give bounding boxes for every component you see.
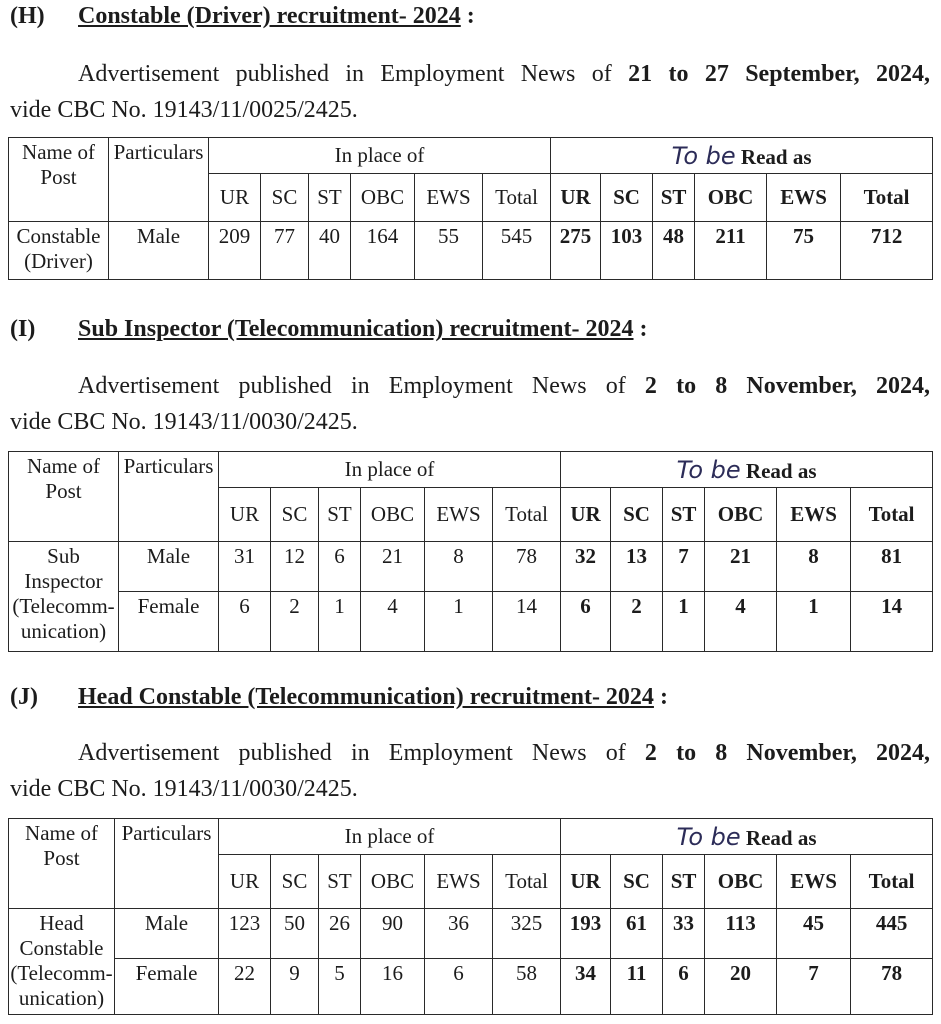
col-sc: SC (611, 855, 663, 909)
section-i-paragraph (10, 368, 930, 440)
read-as-label: Read as (745, 458, 817, 483)
table-row (9, 542, 933, 592)
value-cell: 14 (493, 592, 561, 652)
value-cell: 8 (777, 542, 851, 592)
section-letter: (J) (10, 684, 38, 710)
col-obc: OBC (361, 488, 425, 542)
col-obc: OBC (361, 855, 425, 909)
value-cell: 1 (777, 592, 851, 652)
value-cell: 21 (705, 542, 777, 592)
value-cell: 90 (361, 909, 425, 959)
value-cell: 2 (271, 592, 319, 652)
value-cell: 12 (271, 542, 319, 592)
section-title: Constable (Driver) recruitment- 2024 (78, 3, 461, 29)
read-as-label: Read as (740, 144, 812, 169)
value-cell: 78 (851, 959, 933, 1015)
value-cell: 75 (767, 222, 841, 280)
col-obc: OBC (705, 488, 777, 542)
section-h-table (8, 137, 933, 280)
section-letter: (H) (10, 3, 45, 29)
value-cell: 13 (611, 542, 663, 592)
value-cell: 36 (425, 909, 493, 959)
value-cell: 1 (319, 592, 361, 652)
value-cell: 6 (663, 959, 705, 1015)
value-cell: 2 (611, 592, 663, 652)
col-st: ST (663, 488, 705, 542)
name-of-post-header: Name of Post (9, 452, 119, 542)
particular-cell: Male (119, 542, 219, 592)
col-obc: OBC (351, 174, 415, 222)
col-ur: UR (209, 174, 261, 222)
handwritten-annotation: To be (676, 822, 741, 851)
col-ews: EWS (777, 488, 851, 542)
value-cell: 211 (695, 222, 767, 280)
post-name: Head Constable (Telecomm-unication) (9, 909, 115, 1015)
col-ur: UR (551, 174, 601, 222)
col-ur: UR (219, 855, 271, 909)
value-cell: 16 (361, 959, 425, 1015)
value-cell: 48 (653, 222, 695, 280)
value-cell: 123 (219, 909, 271, 959)
section-h-heading (10, 3, 475, 30)
col-sc: SC (601, 174, 653, 222)
value-cell: 545 (483, 222, 551, 280)
value-cell: 40 (309, 222, 351, 280)
advertisement-dates: 2 to 8 November, 2024, (644, 373, 931, 399)
value-cell: 6 (219, 592, 271, 652)
value-cell: 193 (561, 909, 611, 959)
col-sc: SC (271, 855, 319, 909)
cbc-reference: vide CBC No. 19143/11/0030/2425. (10, 409, 358, 435)
col-ews: EWS (425, 488, 493, 542)
table-row (9, 222, 933, 280)
col-ur: UR (561, 855, 611, 909)
cbc-reference: vide CBC No. 19143/11/0030/2425. (10, 776, 358, 802)
value-cell: 113 (705, 909, 777, 959)
particular-cell: Female (115, 959, 219, 1015)
section-j-table (8, 818, 933, 1015)
value-cell: 32 (561, 542, 611, 592)
particular-cell: Female (119, 592, 219, 652)
advertisement-text: Advertisement published in Employment News of (78, 61, 629, 87)
col-total: Total (851, 488, 933, 542)
in-place-of-header: In place of (219, 452, 561, 488)
col-total: Total (851, 855, 933, 909)
value-cell: 164 (351, 222, 415, 280)
col-ews: EWS (777, 855, 851, 909)
section-title: Head Constable (Telecommunication) recruitment- 2024 (78, 684, 654, 710)
col-obc: OBC (705, 855, 777, 909)
particulars-header: Particulars (119, 452, 219, 542)
value-cell: 4 (705, 592, 777, 652)
col-total: Total (841, 174, 933, 222)
value-cell: 6 (561, 592, 611, 652)
value-cell: 21 (361, 542, 425, 592)
cbc-reference: vide CBC No. 19143/11/0025/2425. (10, 97, 358, 123)
value-cell: 45 (777, 909, 851, 959)
value-cell: 78 (493, 542, 561, 592)
value-cell: 445 (851, 909, 933, 959)
col-sc: SC (271, 488, 319, 542)
value-cell: 55 (415, 222, 483, 280)
col-st: ST (319, 488, 361, 542)
value-cell: 209 (209, 222, 261, 280)
in-place-of-header: In place of (219, 819, 561, 855)
col-ews: EWS (767, 174, 841, 222)
section-letter: (I) (10, 316, 36, 342)
particulars-header: Particulars (109, 138, 209, 222)
post-name: Constable (Driver) (9, 222, 109, 280)
advertisement-dates: 2 to 8 November, 2024, (644, 740, 931, 766)
section-colon: : (466, 3, 475, 29)
value-cell: 77 (261, 222, 309, 280)
value-cell: 22 (219, 959, 271, 1015)
value-cell: 275 (551, 222, 601, 280)
table-row (9, 592, 933, 652)
in-place-of-header: In place of (209, 138, 551, 174)
col-st: ST (309, 174, 351, 222)
value-cell: 103 (601, 222, 653, 280)
table-row (9, 959, 933, 1015)
advertisement-dates: 21 to 27 September, 2024, (628, 61, 930, 87)
read-as-header (551, 138, 933, 174)
name-of-post-header: Name of Post (9, 138, 109, 222)
value-cell: 58 (493, 959, 561, 1015)
table-row (9, 909, 933, 959)
value-cell: 31 (219, 542, 271, 592)
value-cell: 26 (319, 909, 361, 959)
value-cell: 325 (493, 909, 561, 959)
col-sc: SC (611, 488, 663, 542)
col-sc: SC (261, 174, 309, 222)
value-cell: 33 (663, 909, 705, 959)
section-title: Sub Inspector (Telecommunication) recruitment- 2024 (78, 316, 634, 342)
section-j-paragraph (10, 735, 930, 807)
value-cell: 8 (425, 542, 493, 592)
col-ews: EWS (425, 855, 493, 909)
section-colon: : (659, 684, 668, 710)
section-i-heading (10, 316, 648, 343)
particular-cell: Male (109, 222, 209, 280)
handwritten-annotation: To be (676, 455, 741, 484)
post-name: Sub Inspector (Telecomm-unication) (9, 542, 119, 652)
particular-cell: Male (115, 909, 219, 959)
value-cell: 20 (705, 959, 777, 1015)
value-cell: 6 (425, 959, 493, 1015)
value-cell: 5 (319, 959, 361, 1015)
col-st: ST (653, 174, 695, 222)
name-of-post-header: Name of Post (9, 819, 115, 909)
value-cell: 9 (271, 959, 319, 1015)
section-colon: : (639, 316, 648, 342)
read-as-header (561, 819, 933, 855)
value-cell: 14 (851, 592, 933, 652)
read-as-header (561, 452, 933, 488)
col-total: Total (493, 855, 561, 909)
section-i-table (8, 451, 933, 652)
value-cell: 7 (777, 959, 851, 1015)
value-cell: 34 (561, 959, 611, 1015)
handwritten-annotation: To be (671, 141, 736, 170)
read-as-label: Read as (745, 825, 817, 850)
value-cell: 6 (319, 542, 361, 592)
advertisement-text: Advertisement published in Employment News of (78, 740, 645, 766)
col-ur: UR (219, 488, 271, 542)
col-st: ST (663, 855, 705, 909)
value-cell: 7 (663, 542, 705, 592)
value-cell: 1 (663, 592, 705, 652)
value-cell: 1 (425, 592, 493, 652)
value-cell: 81 (851, 542, 933, 592)
particulars-header: Particulars (115, 819, 219, 909)
col-total: Total (493, 488, 561, 542)
col-st: ST (319, 855, 361, 909)
col-ur: UR (561, 488, 611, 542)
advertisement-text: Advertisement published in Employment News of (78, 373, 645, 399)
section-j-heading (10, 684, 668, 711)
value-cell: 11 (611, 959, 663, 1015)
col-obc: OBC (695, 174, 767, 222)
value-cell: 50 (271, 909, 319, 959)
value-cell: 61 (611, 909, 663, 959)
col-total: Total (483, 174, 551, 222)
value-cell: 712 (841, 222, 933, 280)
value-cell: 4 (361, 592, 425, 652)
col-ews: EWS (415, 174, 483, 222)
section-h-paragraph (10, 56, 930, 128)
